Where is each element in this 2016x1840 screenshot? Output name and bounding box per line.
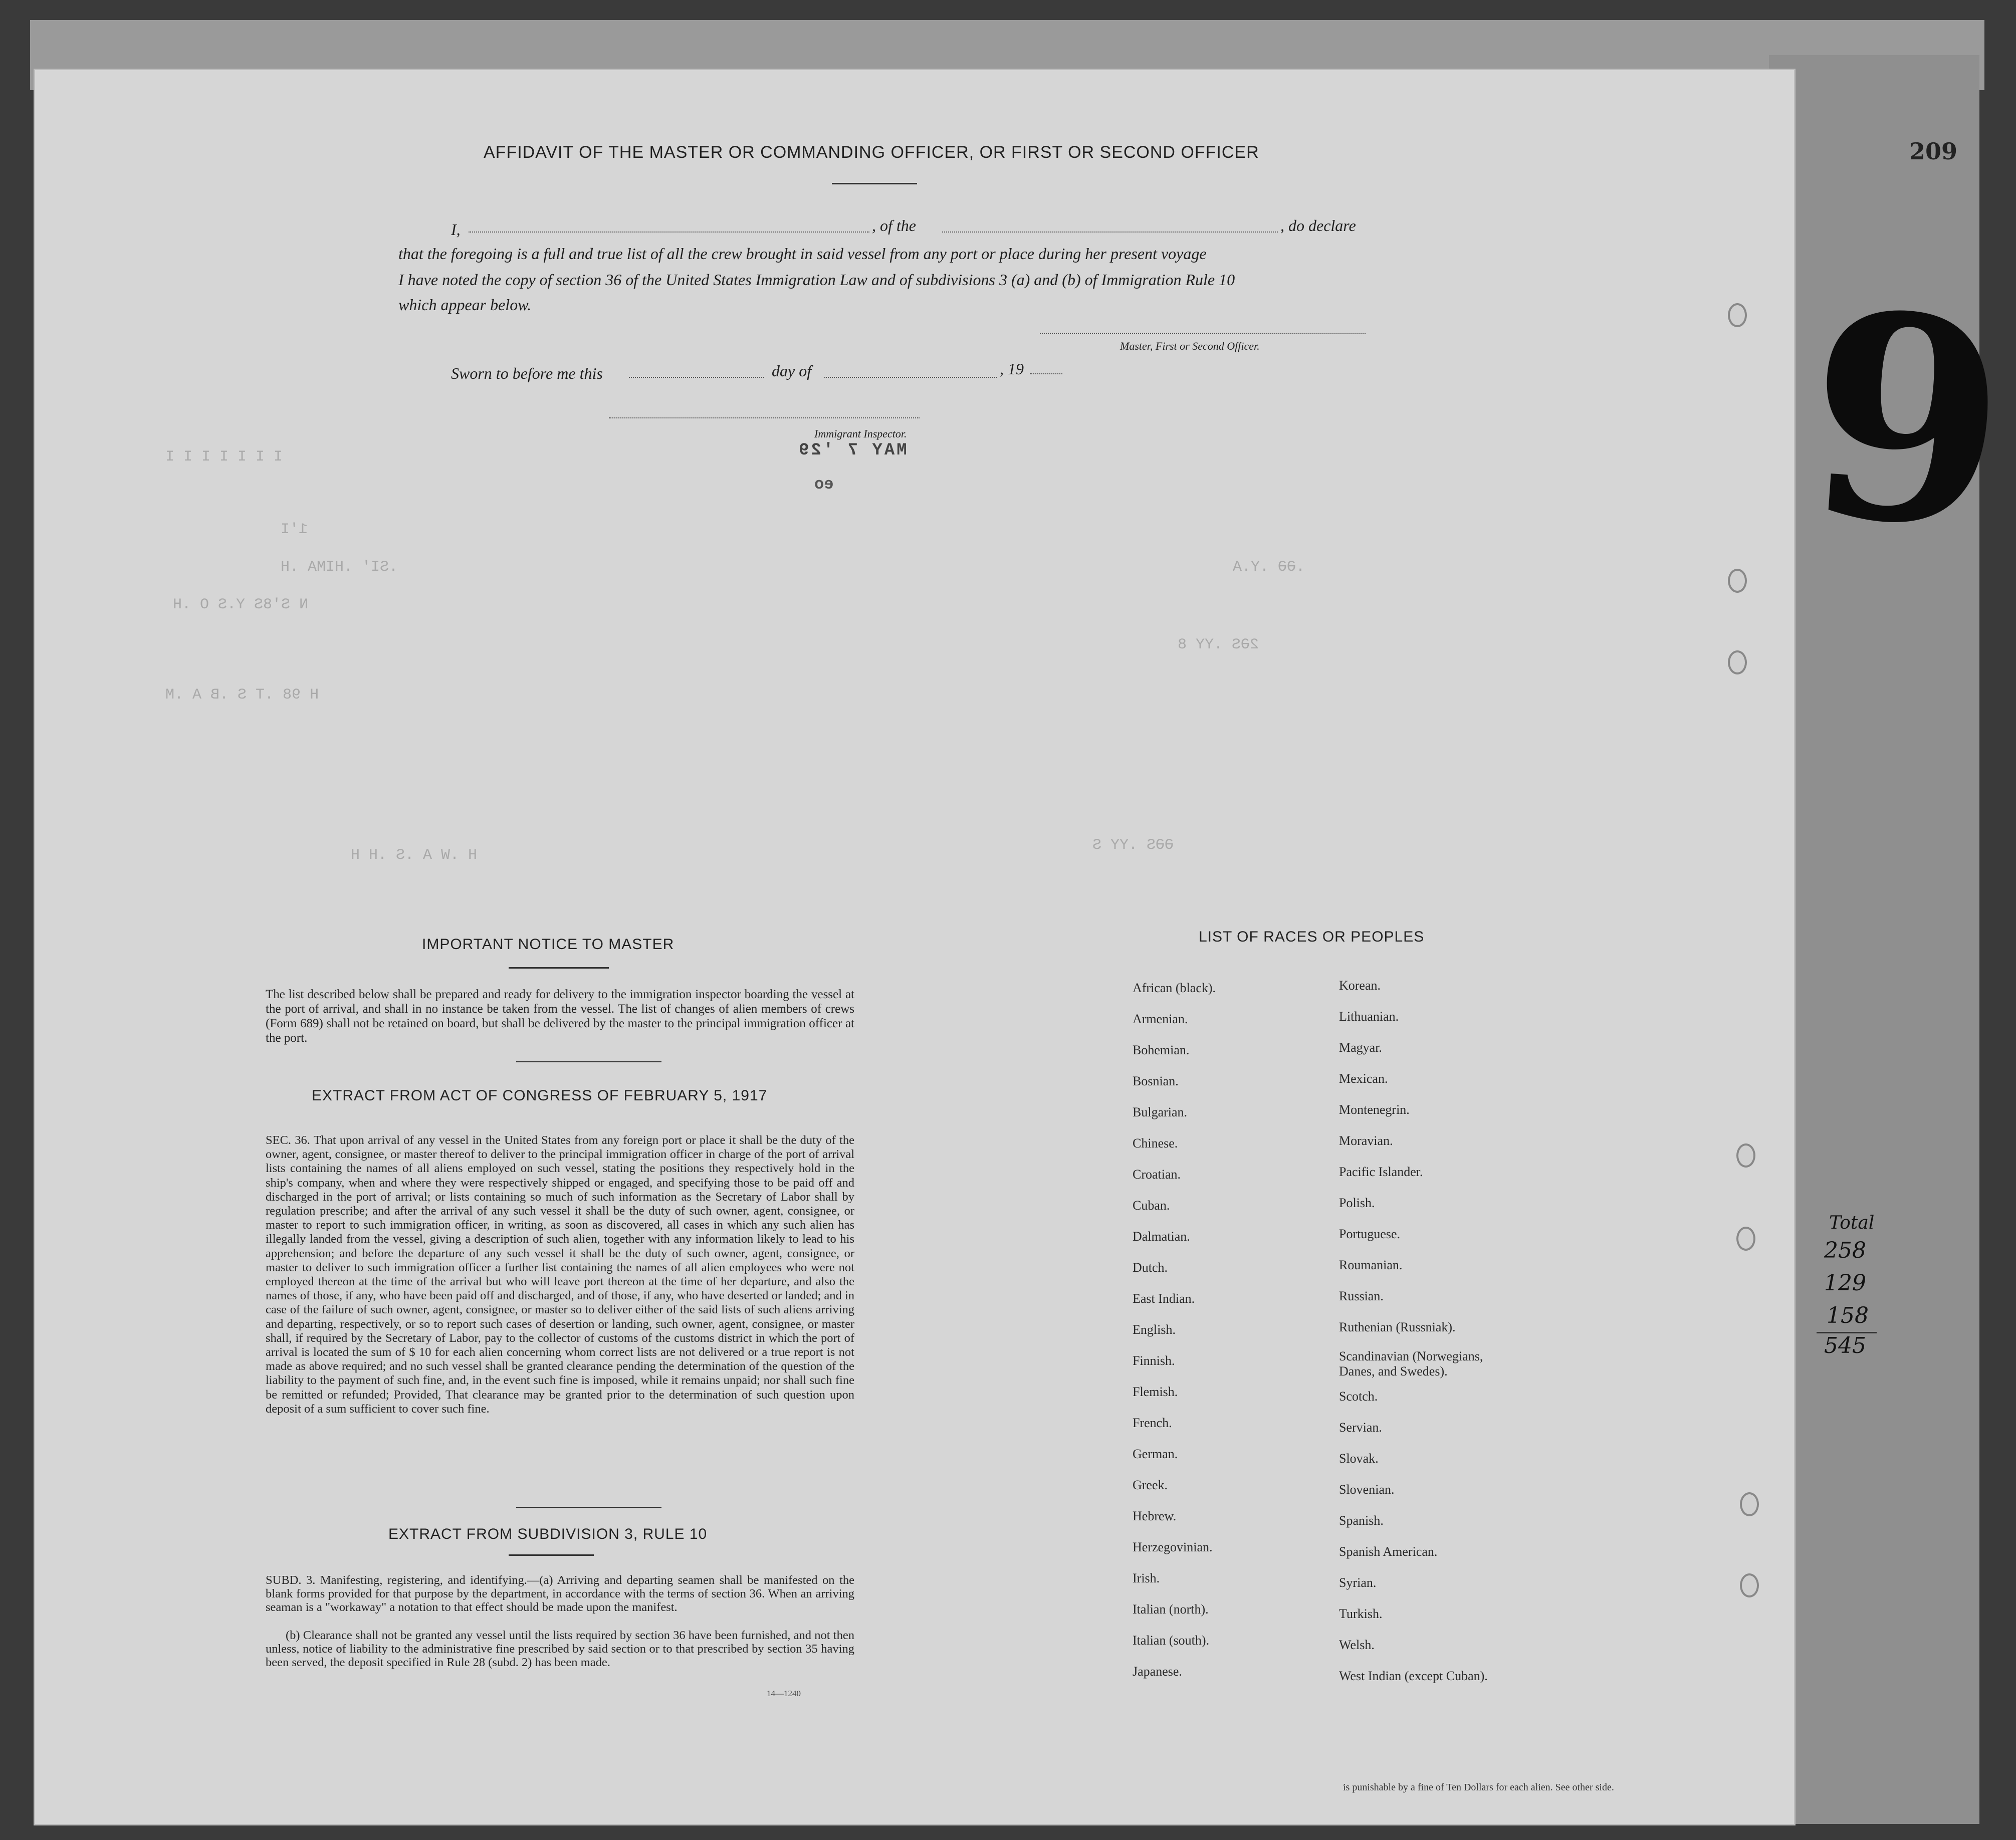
race-item: Roumanian. (1339, 1258, 1403, 1272)
race-item: Ruthenian (Russniak). (1339, 1320, 1456, 1334)
race-item: Magyar. (1339, 1040, 1382, 1055)
bleed-mark: 2ƏS .YY 8 (1178, 636, 1259, 653)
affidavit-of-the: , of the (872, 216, 916, 235)
race-item: Hebrew. (1133, 1509, 1177, 1523)
race-item: Dalmatian. (1133, 1229, 1190, 1244)
sworn-day-of: day of (772, 362, 812, 380)
race-item: Finnish. (1133, 1353, 1175, 1368)
tally-total: 545 (1824, 1333, 1866, 1358)
bleed-mark: H .W A .S .H H (351, 847, 478, 864)
affidavit-i: I, (451, 220, 461, 239)
master-signature-line (1040, 333, 1366, 334)
race-item: Portuguese. (1339, 1227, 1401, 1241)
race-item: German. (1133, 1447, 1178, 1461)
notice-heading: IMPORTANT NOTICE TO MASTER (422, 936, 675, 953)
race-item: Slovenian. (1339, 1482, 1395, 1497)
sworn-month-line (824, 377, 997, 378)
date-stamp: MAY 7 '29 (797, 441, 907, 460)
race-item: East Indian. (1133, 1291, 1195, 1306)
punch-hole (1740, 1492, 1759, 1516)
race-item: Turkish. (1339, 1606, 1383, 1621)
race-item: Montenegrin. (1339, 1102, 1410, 1117)
title-rule (832, 183, 917, 184)
affidavit-title: AFFIDAVIT OF THE MASTER OR COMMANDING OFFICER, OR FIRST OR SECOND OFFICER (484, 143, 1259, 162)
tally-value: 258 (1824, 1238, 1866, 1263)
race-item: Servian. (1339, 1420, 1382, 1435)
bleed-mark: 1'I (281, 521, 308, 538)
footer-note: is punishable by a fine of Ten Dollars for each alien. See other side. (1343, 1782, 1614, 1793)
punch-hole (1728, 569, 1747, 593)
sworn-year-line (1030, 373, 1062, 374)
rule-heading: EXTRACT FROM SUBDIVISION 3, RULE 10 (388, 1526, 708, 1542)
race-item: Scandinavian (Norwegians, Danes, and Swedes). (1339, 1349, 1483, 1378)
race-item: Spanish. (1339, 1513, 1384, 1528)
race-item: Cuban. (1133, 1198, 1170, 1213)
race-item: Mexican. (1339, 1071, 1388, 1086)
act-body: SEC. 36. That upon arrival of any vessel in the United States from any foreign port or place it shall be the duty of the owner, agent, consignee, or master thereof to deliver to the principal immigration officer in charge of the port of arrival lists containing the names of all aliens employed on such vessel, stating the positions they respectively hold in the ship's company, when and where they were respectively shipped or engaged, and specifying those to be paid off and discharged in the port of arrival; or lists containing so much of such information as the Secretary of Labor shall by regulation prescribe; and after the arrival of any such vessel it shall be the duty of such owner, agent, consignee, or master to report to such immigration officer, in writing, as soon as discovered, all cases in which any such alien has illegally landed from the vessel, giving a description of such alien, together with any information likely to lead to his apprehension; and before the departure of any such vessel it shall be the duty of such owner, agent, consignee, or master to deliver to such immigration officer a further list containing the names of all alien employees who were not employed thereon at the time of the arrival but who will leave port thereon at the time of her departure, and also the names of those, if any, who have been paid off and discharged, and of those, if any, who have deserted or landed; and in case of the failure of such owner, agent, consignee, or master so to deliver either of the said lists of such aliens arriving and departing, respectively, or so to report such cases of desertion or landing, such owner, agent, consignee, or master shall, if required by the Secretary of Labor, pay to the collector of customs of the customs district in which the port of arrival is located the sum of $ 10 for each alien concerning whom correct lists are not delivered or a true report is not made as above required; and no such vessel shall be granted clearance pending the determination of the question of the liability to the payment of such fine, and, in the event such fine is imposed, while it remains unpaid; nor shall such fine be remitted or refunded; Provided, That clearance may be granted prior to the determination of such question upon deposit of a sum sufficient to cover such fine. (266, 1133, 854, 1416)
notice-rule (509, 967, 609, 969)
document-page (35, 70, 1794, 1824)
notice-body: The list described below shall be prepared and ready for delivery to the immigration inspector boarding the vessel at the port of arrival, and shall in no instance be taken from the vessel. The list of changes of alien members of crews (Form 689) shall not be retained on board, but shall be delivered by the master to the principal immigration officer at the port. (266, 988, 854, 1045)
race-item: Pacific Islander. (1339, 1165, 1423, 1179)
punch-hole (1740, 1573, 1759, 1597)
bleed-mark: ƏƏS .YY S (1092, 837, 1174, 854)
bleed-mark: H 98 .T S .B A .M (165, 686, 319, 704)
form-number: 14—1240 (767, 1689, 801, 1698)
rule-body-a: SUBD. 3. Manifesting, registering, and identifying.—(a) Arriving and departing seamen shall be manifested on the blank forms provided for that purpose by the department, in accordance with the terms of section 36. When an arriving seaman is a "workaway" a notation to that effect should be made upon the manifest. (266, 1573, 854, 1614)
race-item: French. (1133, 1416, 1172, 1430)
race-item: Dutch. (1133, 1260, 1168, 1275)
name-line (469, 232, 869, 233)
sworn-prefix: Sworn to before me this (451, 364, 603, 382)
tally-value: 158 (1827, 1303, 1869, 1328)
race-item: Bohemian. (1133, 1043, 1190, 1057)
sworn-date-line (629, 377, 764, 378)
race-item: Italian (south). (1133, 1633, 1210, 1648)
race-item: Greek. (1133, 1478, 1168, 1492)
punch-hole (1736, 1143, 1755, 1168)
punch-hole (1728, 650, 1747, 674)
race-item: Armenian. (1133, 1012, 1188, 1026)
act-end-rule (516, 1507, 661, 1508)
act-heading: EXTRACT FROM ACT OF CONGRESS OF FEBRUARY 5, 1917 (312, 1087, 768, 1104)
sworn-year: , 19 (1000, 360, 1024, 378)
tally-label: Total (1829, 1213, 1875, 1233)
bleed-mark: .SI' .HIMA .H (281, 559, 398, 576)
bleed-mark: N S'8S Y.S O .H (173, 596, 309, 613)
affidavit-do-declare: , do declare (1280, 216, 1356, 235)
race-item: West Indian (except Cuban). (1339, 1669, 1488, 1683)
vessel-line (942, 232, 1278, 233)
race-item: Scotch. (1339, 1389, 1378, 1404)
race-item: Spanish American. (1339, 1544, 1438, 1559)
page-number: 209 (1909, 138, 1958, 165)
rule-heading-rule (509, 1554, 594, 1556)
inspector-caption: Immigrant Inspector. (814, 427, 907, 440)
master-caption: Master, First or Second Officer. (1120, 340, 1260, 352)
race-item: Lithuanian. (1339, 1009, 1399, 1024)
race-item: Flemish. (1133, 1385, 1178, 1399)
race-item: English. (1133, 1322, 1176, 1337)
race-item: Korean. (1339, 978, 1381, 993)
punch-hole (1728, 303, 1747, 327)
affidavit-line-4: which appear below. (398, 296, 532, 314)
race-item: Bosnian. (1133, 1074, 1179, 1088)
affidavit-line-3: I have noted the copy of section 36 of the United States Immigration Law and of subdivisions 3 (a) and (b) of Immigration Rule 10 (398, 271, 1235, 289)
tally-value: 129 (1824, 1270, 1866, 1296)
punch-hole (1736, 1227, 1755, 1251)
race-item: Croatian. (1133, 1167, 1181, 1182)
race-item: Moravian. (1339, 1133, 1393, 1148)
race-item: Chinese. (1133, 1136, 1178, 1151)
race-item: Herzegovinian. (1133, 1540, 1213, 1554)
races-heading: LIST OF RACES OR PEOPLES (1199, 929, 1425, 945)
race-item: Polish. (1339, 1196, 1375, 1210)
stamp-mark: eo (814, 475, 834, 494)
rule-body-b: (b) Clearance shall not be granted any vessel until the lists required by section 36 have been furnished, and not then unless, notice of liability to the administrative fine prescribed by said section or to that prescribed by section 35 having been served, the deposit specified in Rule 28 (subd. 2) has been made. (266, 1629, 854, 1669)
affidavit-line-2: that the foregoing is a full and true list of all the crew brought in said vessel from any port or place during her present voyage (398, 245, 1207, 263)
inspector-signature-line (609, 417, 920, 418)
race-item: Welsh. (1339, 1638, 1375, 1652)
race-item: Irish. (1133, 1571, 1160, 1585)
race-item: Bulgarian. (1133, 1105, 1188, 1119)
race-item: African (black). (1133, 981, 1216, 995)
race-item: Syrian. (1339, 1575, 1377, 1590)
race-item: Slovak. (1339, 1451, 1379, 1466)
race-item: Russian. (1339, 1289, 1384, 1303)
race-item: Japanese. (1133, 1664, 1182, 1679)
bleed-mark: .ƏƏ .Y.A (1233, 559, 1305, 576)
handwritten-number: 9 (1798, 250, 2016, 592)
notice-end-rule (516, 1061, 661, 1062)
race-item: Italian (north). (1133, 1602, 1209, 1617)
bleed-mark: I I I I I I I (165, 448, 283, 466)
